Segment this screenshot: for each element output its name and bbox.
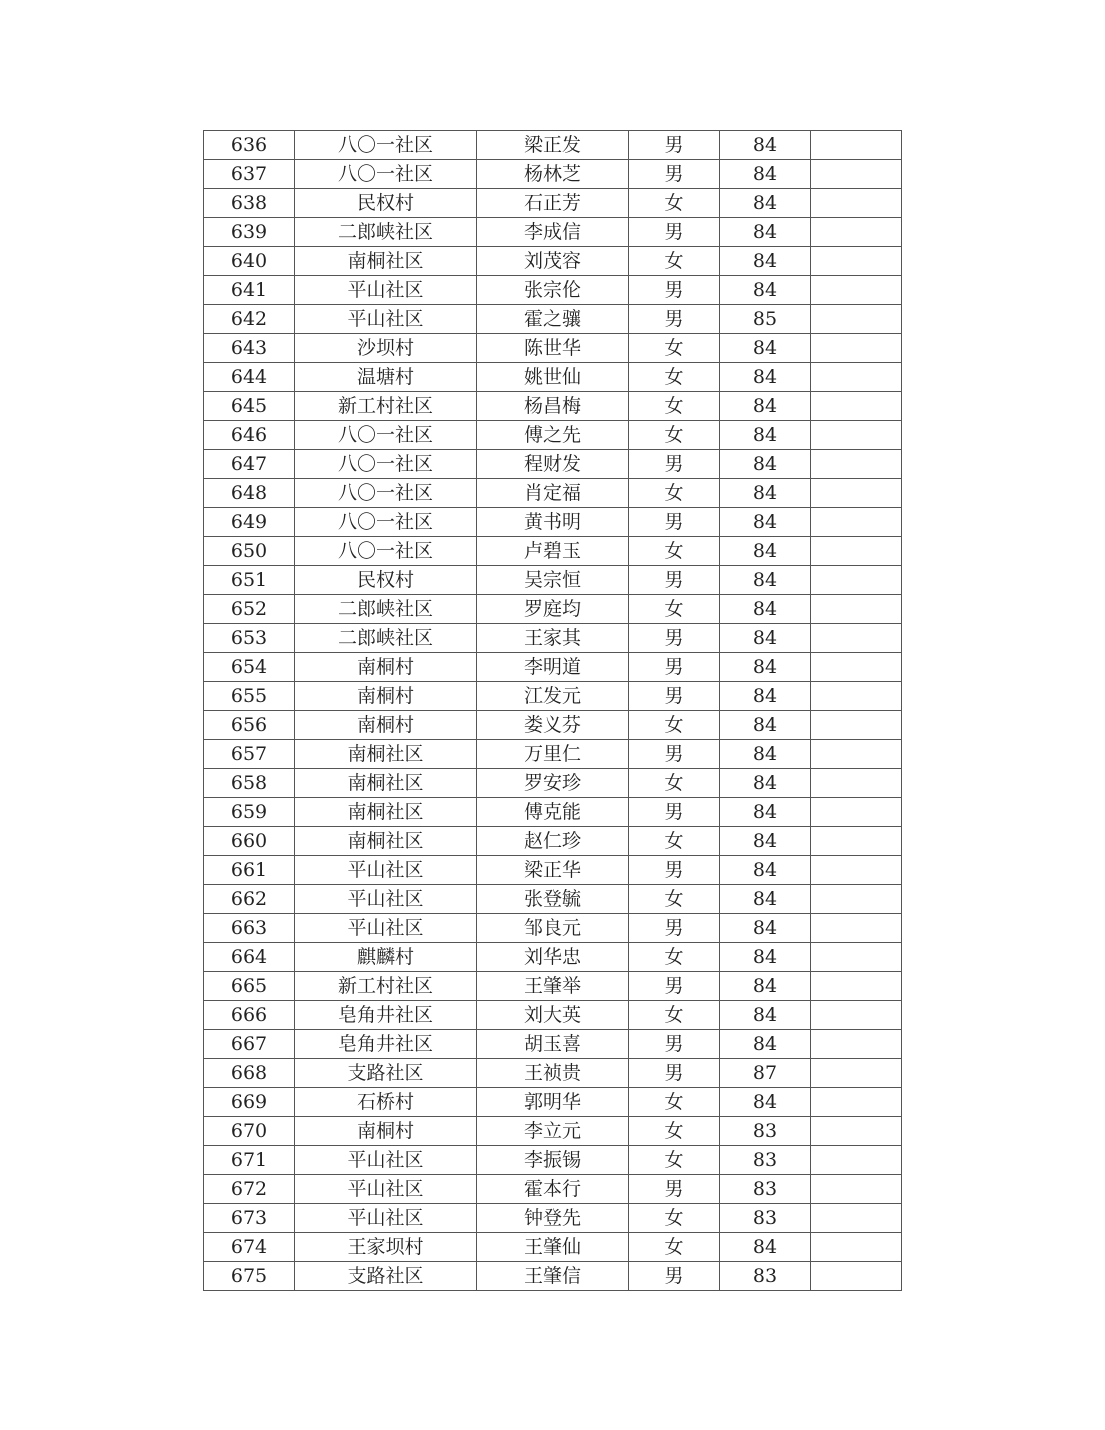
- cell-name: 王肇举: [477, 972, 629, 1001]
- cell-note: [811, 624, 902, 653]
- cell-note: [811, 653, 902, 682]
- cell-name: 肖定福: [477, 479, 629, 508]
- cell-note: [811, 711, 902, 740]
- cell-age: 84: [720, 566, 811, 595]
- cell-name: 罗庭均: [477, 595, 629, 624]
- cell-name: 李立元: [477, 1117, 629, 1146]
- cell-note: [811, 218, 902, 247]
- cell-number: 663: [204, 914, 295, 943]
- table-row: [204, 1088, 902, 1117]
- roster-table-body: [204, 131, 902, 1291]
- cell-name: 霍本行: [477, 1175, 629, 1204]
- cell-number: 643: [204, 334, 295, 363]
- table-row: [204, 972, 902, 1001]
- cell-number: 656: [204, 711, 295, 740]
- cell-number: 651: [204, 566, 295, 595]
- cell-name: 娄义芬: [477, 711, 629, 740]
- cell-sex: 男: [629, 653, 720, 682]
- cell-age: 84: [720, 885, 811, 914]
- table-row: [204, 1117, 902, 1146]
- cell-name: 傅克能: [477, 798, 629, 827]
- cell-sex: 女: [629, 247, 720, 276]
- cell-note: [811, 769, 902, 798]
- cell-sex: 男: [629, 508, 720, 537]
- cell-number: 662: [204, 885, 295, 914]
- cell-community: 石桥村: [295, 1088, 477, 1117]
- cell-note: [811, 537, 902, 566]
- cell-name: 王家其: [477, 624, 629, 653]
- cell-sex: 男: [629, 131, 720, 160]
- cell-name: 石正芳: [477, 189, 629, 218]
- cell-note: [811, 1117, 902, 1146]
- cell-community: 平山社区: [295, 914, 477, 943]
- cell-name: 王肇信: [477, 1262, 629, 1291]
- cell-community: 平山社区: [295, 885, 477, 914]
- cell-note: [811, 885, 902, 914]
- cell-sex: 女: [629, 827, 720, 856]
- cell-name: 杨昌梅: [477, 392, 629, 421]
- cell-age: 84: [720, 537, 811, 566]
- cell-note: [811, 363, 902, 392]
- cell-number: 654: [204, 653, 295, 682]
- cell-community: 平山社区: [295, 305, 477, 334]
- cell-age: 84: [720, 856, 811, 885]
- cell-community: 八〇一社区: [295, 508, 477, 537]
- table-row: [204, 624, 902, 653]
- cell-community: 八〇一社区: [295, 450, 477, 479]
- cell-number: 670: [204, 1117, 295, 1146]
- cell-name: 梁正发: [477, 131, 629, 160]
- cell-name: 李振锡: [477, 1146, 629, 1175]
- cell-sex: 女: [629, 1117, 720, 1146]
- cell-name: 胡玉喜: [477, 1030, 629, 1059]
- cell-age: 84: [720, 624, 811, 653]
- cell-age: 84: [720, 421, 811, 450]
- cell-community: 沙坝村: [295, 334, 477, 363]
- cell-note: [811, 479, 902, 508]
- cell-community: 南桐村: [295, 653, 477, 682]
- cell-note: [811, 1146, 902, 1175]
- cell-note: [811, 392, 902, 421]
- cell-sex: 女: [629, 769, 720, 798]
- cell-note: [811, 1204, 902, 1233]
- table-row: [204, 1204, 902, 1233]
- cell-number: 661: [204, 856, 295, 885]
- table-row: [204, 595, 902, 624]
- cell-number: 657: [204, 740, 295, 769]
- cell-community: 南桐社区: [295, 247, 477, 276]
- cell-number: 669: [204, 1088, 295, 1117]
- cell-note: [811, 682, 902, 711]
- cell-sex: 女: [629, 479, 720, 508]
- table-row: [204, 682, 902, 711]
- cell-community: 新工村社区: [295, 392, 477, 421]
- cell-sex: 女: [629, 1088, 720, 1117]
- cell-sex: 男: [629, 856, 720, 885]
- cell-age: 83: [720, 1146, 811, 1175]
- table-row: [204, 827, 902, 856]
- cell-age: 84: [720, 1030, 811, 1059]
- cell-sex: 男: [629, 740, 720, 769]
- cell-community: 南桐村: [295, 1117, 477, 1146]
- cell-sex: 女: [629, 885, 720, 914]
- table-row: [204, 1175, 902, 1204]
- cell-name: 王肇仙: [477, 1233, 629, 1262]
- cell-community: 平山社区: [295, 1204, 477, 1233]
- cell-number: 647: [204, 450, 295, 479]
- table-row: [204, 1030, 902, 1059]
- cell-age: 84: [720, 972, 811, 1001]
- cell-sex: 男: [629, 682, 720, 711]
- table-row: [204, 392, 902, 421]
- cell-note: [811, 1262, 902, 1291]
- cell-community: 南桐社区: [295, 769, 477, 798]
- cell-age: 84: [720, 276, 811, 305]
- cell-note: [811, 914, 902, 943]
- roster-table: [203, 130, 902, 1291]
- cell-sex: 女: [629, 1001, 720, 1030]
- cell-sex: 男: [629, 1030, 720, 1059]
- cell-age: 84: [720, 1233, 811, 1262]
- cell-name: 刘华忠: [477, 943, 629, 972]
- table-row: [204, 711, 902, 740]
- cell-note: [811, 160, 902, 189]
- cell-age: 84: [720, 914, 811, 943]
- table-row: [204, 160, 902, 189]
- cell-note: [811, 1059, 902, 1088]
- cell-number: 637: [204, 160, 295, 189]
- cell-age: 84: [720, 682, 811, 711]
- cell-sex: 男: [629, 305, 720, 334]
- cell-number: 660: [204, 827, 295, 856]
- cell-community: 八〇一社区: [295, 160, 477, 189]
- cell-name: 张登毓: [477, 885, 629, 914]
- cell-note: [811, 334, 902, 363]
- cell-note: [811, 189, 902, 218]
- cell-number: 664: [204, 943, 295, 972]
- table-row: [204, 479, 902, 508]
- table-row: [204, 450, 902, 479]
- cell-community: 平山社区: [295, 1146, 477, 1175]
- table-row: [204, 740, 902, 769]
- cell-sex: 女: [629, 711, 720, 740]
- cell-age: 84: [720, 160, 811, 189]
- cell-community: 皂角井社区: [295, 1030, 477, 1059]
- cell-note: [811, 247, 902, 276]
- cell-community: 皂角井社区: [295, 1001, 477, 1030]
- cell-community: 八〇一社区: [295, 537, 477, 566]
- cell-age: 83: [720, 1175, 811, 1204]
- table-row: [204, 334, 902, 363]
- table-row: [204, 943, 902, 972]
- cell-age: 84: [720, 711, 811, 740]
- cell-sex: 男: [629, 1262, 720, 1291]
- cell-community: 温塘村: [295, 363, 477, 392]
- cell-number: 671: [204, 1146, 295, 1175]
- table-row: [204, 798, 902, 827]
- cell-age: 84: [720, 189, 811, 218]
- table-row: [204, 1059, 902, 1088]
- cell-number: 672: [204, 1175, 295, 1204]
- cell-name: 邹良元: [477, 914, 629, 943]
- cell-name: 江发元: [477, 682, 629, 711]
- cell-name: 罗安珍: [477, 769, 629, 798]
- cell-number: 673: [204, 1204, 295, 1233]
- cell-community: 二郎峡社区: [295, 218, 477, 247]
- table-row: [204, 653, 902, 682]
- cell-name: 程财发: [477, 450, 629, 479]
- cell-name: 姚世仙: [477, 363, 629, 392]
- cell-age: 84: [720, 479, 811, 508]
- table-row: [204, 247, 902, 276]
- cell-name: 杨林芝: [477, 160, 629, 189]
- table-row: [204, 305, 902, 334]
- cell-number: 667: [204, 1030, 295, 1059]
- table-row: [204, 914, 902, 943]
- cell-age: 84: [720, 363, 811, 392]
- cell-name: 刘茂容: [477, 247, 629, 276]
- cell-community: 王家坝村: [295, 1233, 477, 1262]
- cell-number: 636: [204, 131, 295, 160]
- cell-name: 万里仁: [477, 740, 629, 769]
- cell-note: [811, 798, 902, 827]
- cell-note: [811, 1233, 902, 1262]
- cell-name: 黄书明: [477, 508, 629, 537]
- cell-age: 84: [720, 740, 811, 769]
- cell-sex: 女: [629, 363, 720, 392]
- table-row: [204, 566, 902, 595]
- cell-sex: 女: [629, 1233, 720, 1262]
- cell-community: 南桐村: [295, 711, 477, 740]
- cell-age: 84: [720, 769, 811, 798]
- cell-community: 平山社区: [295, 1175, 477, 1204]
- cell-number: 642: [204, 305, 295, 334]
- table-row: [204, 189, 902, 218]
- cell-number: 659: [204, 798, 295, 827]
- cell-community: 麒麟村: [295, 943, 477, 972]
- cell-number: 666: [204, 1001, 295, 1030]
- cell-community: 支路社区: [295, 1059, 477, 1088]
- cell-age: 87: [720, 1059, 811, 1088]
- cell-sex: 女: [629, 943, 720, 972]
- cell-age: 84: [720, 450, 811, 479]
- cell-number: 655: [204, 682, 295, 711]
- cell-name: 李成信: [477, 218, 629, 247]
- cell-name: 张宗伦: [477, 276, 629, 305]
- cell-name: 钟登先: [477, 1204, 629, 1233]
- cell-sex: 男: [629, 972, 720, 1001]
- cell-sex: 男: [629, 566, 720, 595]
- cell-name: 郭明华: [477, 1088, 629, 1117]
- cell-community: 八〇一社区: [295, 479, 477, 508]
- cell-number: 638: [204, 189, 295, 218]
- cell-community: 南桐社区: [295, 798, 477, 827]
- cell-note: [811, 1030, 902, 1059]
- cell-community: 八〇一社区: [295, 421, 477, 450]
- cell-community: 南桐社区: [295, 827, 477, 856]
- cell-number: 639: [204, 218, 295, 247]
- cell-sex: 男: [629, 1059, 720, 1088]
- cell-note: [811, 450, 902, 479]
- table-row: [204, 769, 902, 798]
- cell-community: 民权村: [295, 189, 477, 218]
- cell-community: 平山社区: [295, 276, 477, 305]
- cell-age: 84: [720, 653, 811, 682]
- table-row: [204, 218, 902, 247]
- cell-age: 83: [720, 1117, 811, 1146]
- cell-sex: 女: [629, 421, 720, 450]
- cell-note: [811, 856, 902, 885]
- cell-age: 84: [720, 508, 811, 537]
- cell-number: 646: [204, 421, 295, 450]
- cell-name: 刘大英: [477, 1001, 629, 1030]
- cell-age: 84: [720, 1088, 811, 1117]
- cell-sex: 男: [629, 160, 720, 189]
- cell-number: 649: [204, 508, 295, 537]
- cell-number: 645: [204, 392, 295, 421]
- cell-age: 84: [720, 1001, 811, 1030]
- cell-sex: 女: [629, 537, 720, 566]
- cell-number: 641: [204, 276, 295, 305]
- cell-name: 霍之骧: [477, 305, 629, 334]
- cell-name: 傅之先: [477, 421, 629, 450]
- cell-note: [811, 1088, 902, 1117]
- table-row: [204, 1146, 902, 1175]
- cell-number: 675: [204, 1262, 295, 1291]
- cell-name: 李明道: [477, 653, 629, 682]
- cell-age: 84: [720, 798, 811, 827]
- cell-age: 83: [720, 1204, 811, 1233]
- cell-number: 658: [204, 769, 295, 798]
- cell-sex: 女: [629, 334, 720, 363]
- cell-age: 84: [720, 334, 811, 363]
- cell-sex: 男: [629, 914, 720, 943]
- cell-age: 84: [720, 595, 811, 624]
- table-row: [204, 1262, 902, 1291]
- cell-age: 84: [720, 218, 811, 247]
- cell-community: 新工村社区: [295, 972, 477, 1001]
- cell-community: 南桐村: [295, 682, 477, 711]
- cell-number: 668: [204, 1059, 295, 1088]
- cell-number: 650: [204, 537, 295, 566]
- table-row: [204, 537, 902, 566]
- cell-note: [811, 276, 902, 305]
- table-row: [204, 856, 902, 885]
- table-row: [204, 421, 902, 450]
- cell-age: 84: [720, 247, 811, 276]
- cell-number: 644: [204, 363, 295, 392]
- cell-age: 84: [720, 827, 811, 856]
- cell-note: [811, 131, 902, 160]
- table-row: [204, 885, 902, 914]
- cell-note: [811, 1001, 902, 1030]
- cell-sex: 女: [629, 189, 720, 218]
- cell-number: 674: [204, 1233, 295, 1262]
- table-row: [204, 363, 902, 392]
- cell-name: 吴宗恒: [477, 566, 629, 595]
- cell-sex: 男: [629, 276, 720, 305]
- table-row: [204, 508, 902, 537]
- cell-age: 84: [720, 943, 811, 972]
- cell-note: [811, 972, 902, 1001]
- cell-name: 陈世华: [477, 334, 629, 363]
- table-row: [204, 131, 902, 160]
- cell-name: 卢碧玉: [477, 537, 629, 566]
- cell-note: [811, 740, 902, 769]
- table-row: [204, 1233, 902, 1262]
- cell-community: 二郎峡社区: [295, 624, 477, 653]
- cell-sex: 女: [629, 1204, 720, 1233]
- cell-note: [811, 1175, 902, 1204]
- cell-number: 648: [204, 479, 295, 508]
- table-row: [204, 1001, 902, 1030]
- cell-note: [811, 827, 902, 856]
- cell-sex: 男: [629, 624, 720, 653]
- cell-note: [811, 421, 902, 450]
- cell-community: 民权村: [295, 566, 477, 595]
- cell-age: 85: [720, 305, 811, 334]
- cell-community: 二郎峡社区: [295, 595, 477, 624]
- cell-community: 南桐社区: [295, 740, 477, 769]
- cell-sex: 女: [629, 392, 720, 421]
- cell-sex: 男: [629, 798, 720, 827]
- cell-note: [811, 595, 902, 624]
- cell-number: 665: [204, 972, 295, 1001]
- cell-note: [811, 305, 902, 334]
- cell-number: 653: [204, 624, 295, 653]
- cell-age: 84: [720, 131, 811, 160]
- cell-community: 平山社区: [295, 856, 477, 885]
- cell-sex: 男: [629, 1175, 720, 1204]
- cell-sex: 女: [629, 595, 720, 624]
- cell-name: 赵仁珍: [477, 827, 629, 856]
- cell-sex: 女: [629, 1146, 720, 1175]
- cell-note: [811, 508, 902, 537]
- cell-number: 652: [204, 595, 295, 624]
- cell-age: 84: [720, 392, 811, 421]
- cell-community: 八〇一社区: [295, 131, 477, 160]
- cell-sex: 男: [629, 218, 720, 247]
- cell-name: 王祯贵: [477, 1059, 629, 1088]
- cell-number: 640: [204, 247, 295, 276]
- cell-community: 支路社区: [295, 1262, 477, 1291]
- table-row: [204, 276, 902, 305]
- cell-name: 梁正华: [477, 856, 629, 885]
- cell-age: 83: [720, 1262, 811, 1291]
- cell-sex: 男: [629, 450, 720, 479]
- cell-note: [811, 566, 902, 595]
- cell-note: [811, 943, 902, 972]
